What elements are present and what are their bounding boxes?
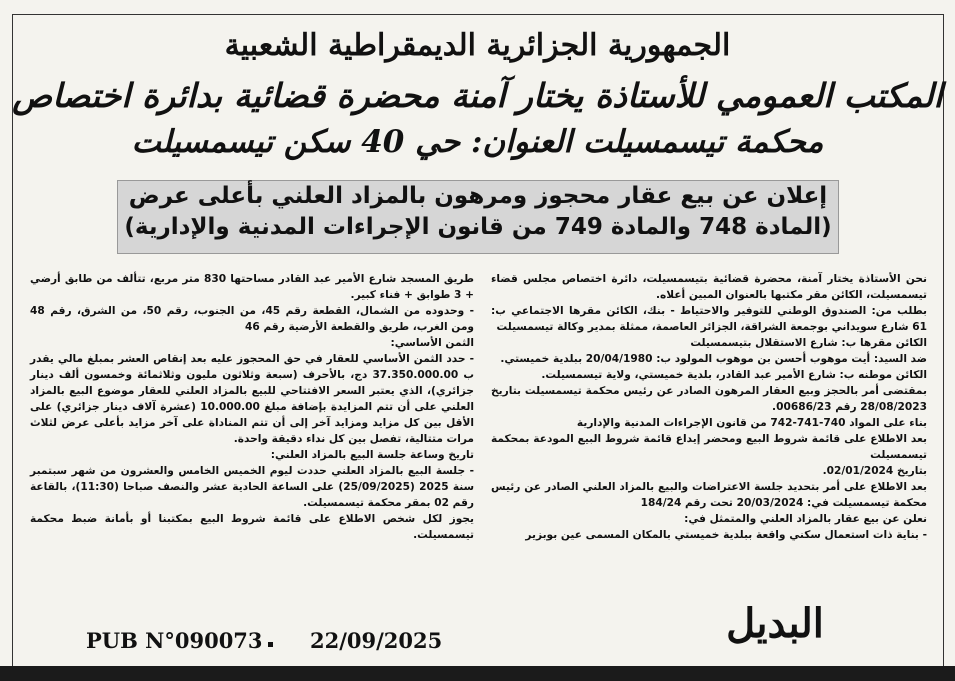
court-address: محكمة تيسمسيلت العنوان: حي 40 سكن تيسمسيلت	[131, 124, 824, 160]
paragraph: بطلب من: الصندوق الوطني للتوفير والاحتياط - بنك، الكائن مقرها الاجتماعي ب: 61 شارع سويداني بوجمعة الشراقة، الجزائر العاصمة، ممثلة بمدير وكالة تيسمسيلت	[491, 305, 927, 333]
paragraph: بناء على المواد 740-741-742 من قانون الإجراءات المدنية والإدارية	[576, 417, 927, 429]
paragraph: الكائن موطنه ب: شارع الأمير عبد القادر، بلدية خميستي، ولاية تيسمسيلت.	[541, 369, 927, 381]
paragraph: طريق المسجد شارع الأمير عبد القادر مساحتها 830 متر مربع، تتألف من طابق أرضي + 3 طوابق + فناء كبير.	[30, 273, 474, 301]
office-title: المكتب العمومي للأستاذة يختار آمنة محضرة قضائية بدائرة اختصاص	[12, 76, 943, 115]
left-column	[30, 271, 474, 543]
announcement-banner	[117, 180, 839, 254]
paragraph: بعد الاطلاع على أمر بتحديد جلسة الاعتراضات والبيع بالمزاد العلني الصادر عن رئيس محكمة تيسمسيلت في: 20/03/2024 تحت رقم 184/24	[491, 481, 927, 509]
paragraph: يجوز لكل شخص الاطلاع على قائمة شروط البيع بمكتبنا أو بأمانة ضبط محكمة تيسمسيلت.	[30, 513, 474, 541]
bottom-rule	[0, 666, 955, 681]
paragraph: بتاريخ 02/01/2024.	[822, 465, 927, 477]
pub-date: 22/09/2025	[310, 628, 443, 653]
paragraph: الكائن مقرها ب: شارع الاستقلال بتيسمسيلت	[690, 337, 927, 349]
paragraph: - جلسة البيع بالمزاد العلني حددت ليوم الخميس الخامس والعشرون من شهر سبتمبر سنة 2025 (25/09/2025) على الساعة الحادية عشر والنصف صباحا (11:30)، بالقاعة رقم 02 بمقر محكمة تيسمسيلت.	[30, 465, 475, 509]
signature: البديل	[726, 600, 824, 647]
paragraph: بمقتضى أمر بالحجز وبيع العقار المرهون الصادر عن رئيس محكمة تيسمسيلت بتاريخ 28/08/2023 رقم 00686/23.	[491, 385, 927, 413]
right-column	[491, 271, 927, 543]
announcement-title: إعلان عن بيع عقار محجوز ومرهون بالمزاد العلني بأعلى عرض	[128, 183, 828, 209]
paragraph: نحن الأستاذة يختار آمنة، محضرة قضائية بتيسمسيلت، دائرة اختصاص مجلس قضاء تيسمسيلت، الكائن مقر مكتبها بالعنوان المبين أعلاه.	[491, 273, 927, 301]
paragraph: - حدد الثمن الأساسي للعقار في حق المحجوز عليه بعد إنقاص العشر بمبلغ مالي يقدر ب 37.350.000.00 دج، بالأحرف (سبعة وثلاثون مليون وثلاثمائة وخمسون ألف دينار جزائري)، الذي يعتبر السعر الافتتاحي للبيع بالمزاد العلني للعقار موضوع البيع بالمزاد العلني على أن تتم المزايدة بإضافة مبلغ 10.000.00 (عشرة آلاف دينار جزائري) على الأقل بين كل مزايد ومزايد آخر إلى أن تتم المناداة على آخر مزايد بأعلى عرض لثلاث مرات متتالية، تفصل بين كل نداء دقيقة واحدة.	[30, 353, 474, 445]
pub-number: PUB N°090073	[86, 628, 263, 653]
paragraph: تاريخ وساعة جلسة البيع بالمزاد العلني:	[270, 449, 474, 461]
announcement-articles: (المادة 748 والمادة 749 من قانون الإجراءات المدنية والإدارية)	[124, 214, 832, 240]
paragraph: نعلن عن بيع عقار بالمزاد العلني والمتمثل في:	[684, 513, 927, 525]
country-title: الجمهورية الجزائرية الديمقراطية الشعبية	[224, 28, 731, 63]
paragraph: - بناية ذات استعمال سكني واقعة ببلدية خميستي بالمكان المسمى عين بوبزير	[525, 529, 927, 541]
separator-dot	[268, 642, 273, 647]
paragraph: - وحدوده من الشمال، القطعة رقم 45، من الجنوب، رقم 50، من الشرق، رقم 48 ومن الغرب، طريق والقطعة الأرضية رقم 46	[30, 305, 475, 333]
paragraph: الثمن الأساسي:	[390, 337, 474, 349]
paragraph: ضد السيد: أيت موهوب أحسن بن موهوب المولود ب: 20/04/1980 ببلدية خميستي.	[500, 353, 927, 365]
paragraph: بعد الاطلاع على قائمة شروط البيع ومحضر إيداع قائمة شروط البيع المودعة بمحكمة تيسمسيلت	[491, 433, 927, 461]
